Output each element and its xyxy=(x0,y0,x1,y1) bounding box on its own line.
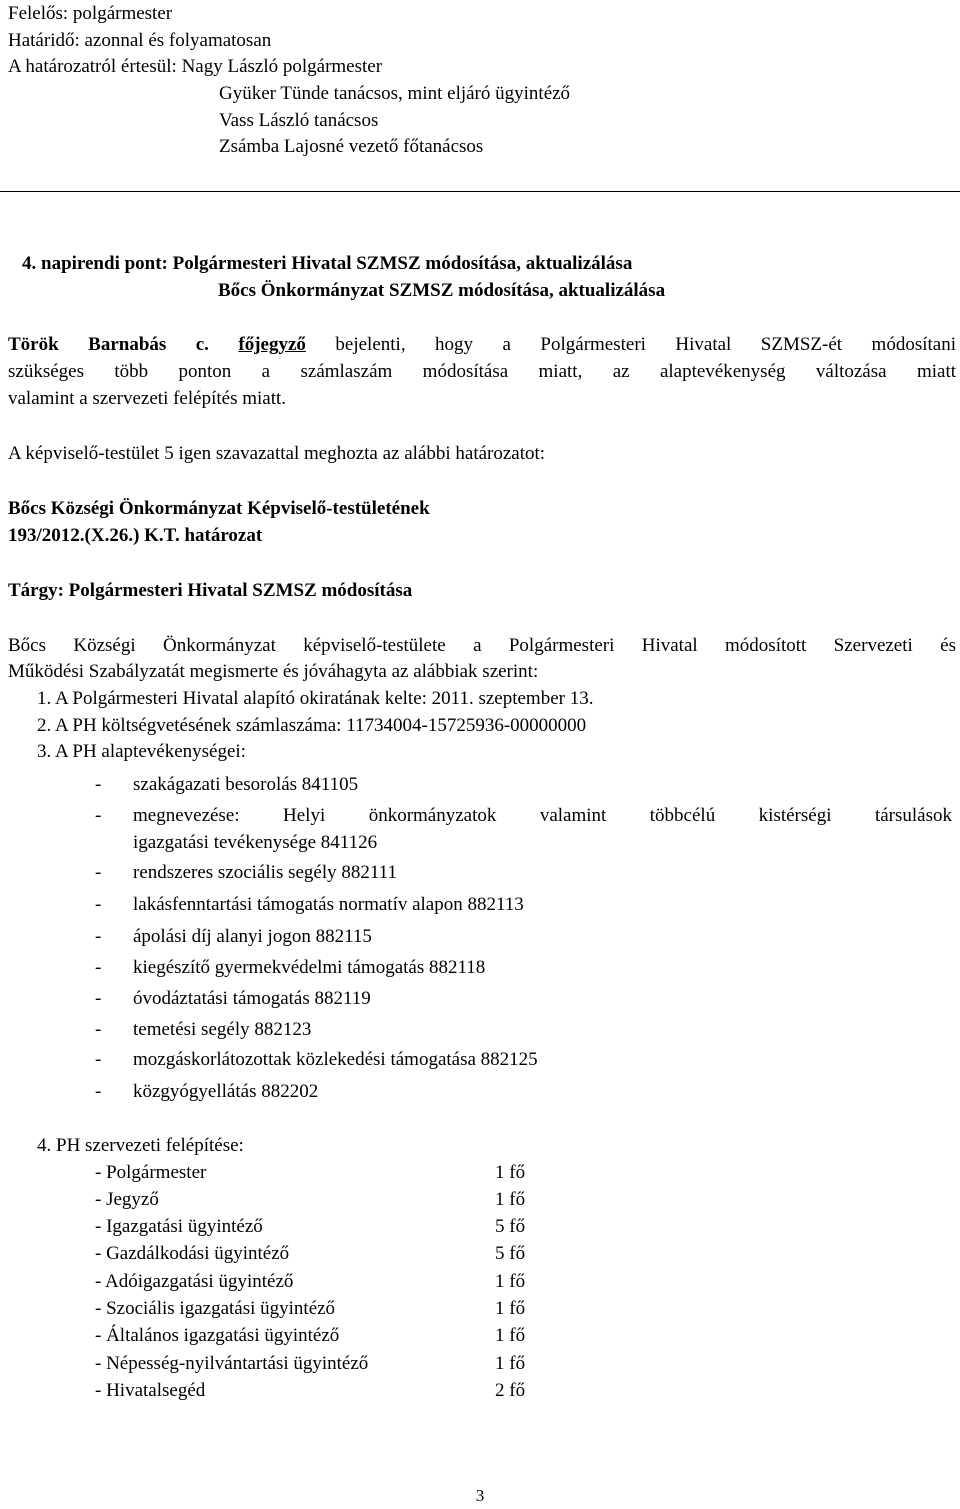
activity-dash: - xyxy=(95,1049,102,1070)
activity-dash: - xyxy=(95,862,102,883)
staff-count: 1 fő xyxy=(495,1325,526,1346)
activity-text: ápolási díj alanyi jogon 882115 xyxy=(133,926,372,947)
staff-role: - Szociális igazgatási ügyintéző xyxy=(95,1298,336,1319)
activity-text: óvodáztatási támogatás 882119 xyxy=(133,988,371,1009)
page-number: 3 xyxy=(475,1486,485,1505)
staff-role: - Általános igazgatási ügyintéző xyxy=(95,1325,340,1346)
activity-dash: - xyxy=(95,1019,102,1040)
activity-text: lakásfenntartási támogatás normatív alapon 882113 xyxy=(133,894,524,915)
activity-dash: - xyxy=(95,1081,102,1102)
staff-count: 5 fő xyxy=(495,1216,526,1237)
staff-count: 2 fő xyxy=(495,1380,526,1401)
notified-line-4: Zsámba Lajosné vezető főtanácsos xyxy=(219,136,484,157)
activity-dash: - xyxy=(95,894,102,915)
resolution-body: Bőcs Községi Önkormányzat Képviselő-testületének xyxy=(8,498,430,519)
resolution-number: 193/2012.(X.26.) K.T. határozat xyxy=(8,525,263,546)
agenda-title: 4. napirendi pont: Polgármesteri Hivatal SZMSZ módosítása, aktualizálása xyxy=(22,253,633,274)
staff-role: - Népesség-nyilvántartási ügyintéző xyxy=(95,1353,369,1374)
speaker-role: főjegyző xyxy=(238,334,306,355)
staff-row xyxy=(95,1159,555,1186)
activity-dash: - xyxy=(95,957,102,978)
staff-row xyxy=(95,1240,555,1267)
staff-count: 1 fő xyxy=(495,1298,526,1319)
resolution-text-2: Működési Szabályzatát megismerte és jóváhagyta az alábbiak szerint: xyxy=(8,661,539,682)
staff-role: - Gazdálkodási ügyintéző xyxy=(95,1243,290,1264)
deadline-line: Határidő: azonnal és folyamatosan xyxy=(8,30,272,51)
staff-role: - Polgármester xyxy=(95,1162,207,1183)
vote-statement: A képviselő-testület 5 igen szavazattal meghozta az alábbi határozatot: xyxy=(8,443,546,464)
staff-row xyxy=(95,1213,555,1240)
resolution-subject: Tárgy: Polgármesteri Hivatal SZMSZ módosítása xyxy=(8,580,413,601)
staff-count: 1 fő xyxy=(495,1271,526,1292)
staff-row xyxy=(95,1186,555,1213)
staff-count: 1 fő xyxy=(495,1189,526,1210)
staff-role: - Adóigazgatási ügyintéző xyxy=(95,1271,294,1292)
speaker-name: Török Barnabás c. xyxy=(8,334,209,355)
responsible-line: Felelős: polgármester xyxy=(8,3,173,24)
intro-line-2: szükséges több ponton a számlaszám módosítása miatt, az alaptevékenység változása miatt xyxy=(8,361,956,382)
staff-count: 1 fő xyxy=(495,1162,526,1183)
point-3: 3. A PH alaptevékenységei: xyxy=(37,741,246,762)
staff-role: - Hivatalsegéd xyxy=(95,1380,206,1401)
activity-text: rendszeres szociális segély 882111 xyxy=(133,862,397,883)
activity-text: temetési segély 882123 xyxy=(133,1019,312,1040)
resolution-text-1: Bőcs Községi Önkormányzat képviselő-testülete a Polgármesteri Hivatal módosított Szervezeti és xyxy=(8,635,956,656)
structure-title: 4. PH szervezeti felépítése: xyxy=(37,1135,244,1156)
notified-line-3: Vass László tanácsos xyxy=(219,110,379,131)
intro-line-1-rest: bejelenti, hogy a Polgármesteri Hivatal SZMSZ-ét módosítani xyxy=(335,334,956,355)
intro-line-3: valamint a szervezeti felépítés miatt. xyxy=(8,388,287,409)
point-1: 1. A Polgármesteri Hivatal alapító okiratának kelte: 2011. szeptember 13. xyxy=(37,688,594,709)
activity-text: igazgatási tevékenysége 841126 xyxy=(133,832,378,853)
staff-row xyxy=(95,1295,555,1322)
staff-row xyxy=(95,1268,555,1295)
activity-dash: - xyxy=(95,805,102,826)
activity-dash: - xyxy=(95,988,102,1009)
staff-count: 1 fő xyxy=(495,1353,526,1374)
agenda-subtitle: Bőcs Önkormányzat SZMSZ módosítása, aktualizálása xyxy=(218,280,666,301)
staff-role: - Igazgatási ügyintéző xyxy=(95,1216,263,1237)
activity-text: közgyógyellátás 882202 xyxy=(133,1081,319,1102)
activity-text: kiegészítő gyermekvédelmi támogatás 882118 xyxy=(133,957,486,978)
staff-row xyxy=(95,1350,555,1377)
intro-line-1 xyxy=(8,331,956,358)
staff-row xyxy=(95,1377,555,1404)
activity-dash: - xyxy=(95,774,102,795)
section-divider xyxy=(0,191,960,192)
staff-role: - Jegyző xyxy=(95,1189,159,1210)
point-2: 2. A PH költségvetésének számlaszáma: 11734004-15725936-00000000 xyxy=(37,715,587,736)
notified-line-2: Gyüker Tünde tanácsos, mint eljáró ügyintéző xyxy=(219,83,571,104)
activity-text: mozgáskorlátozottak közlekedési támogatása 882125 xyxy=(133,1049,538,1070)
activity-text: megnevezése: Helyi önkormányzatok valamint többcélú kistérségi társulások xyxy=(133,805,952,826)
activity-dash: - xyxy=(95,926,102,947)
notified-line: A határozatról értesül: Nagy László polgármester xyxy=(8,56,383,77)
activity-text: szakágazati besorolás 841105 xyxy=(133,774,359,795)
staff-row xyxy=(95,1322,555,1349)
staff-count: 5 fő xyxy=(495,1243,526,1264)
